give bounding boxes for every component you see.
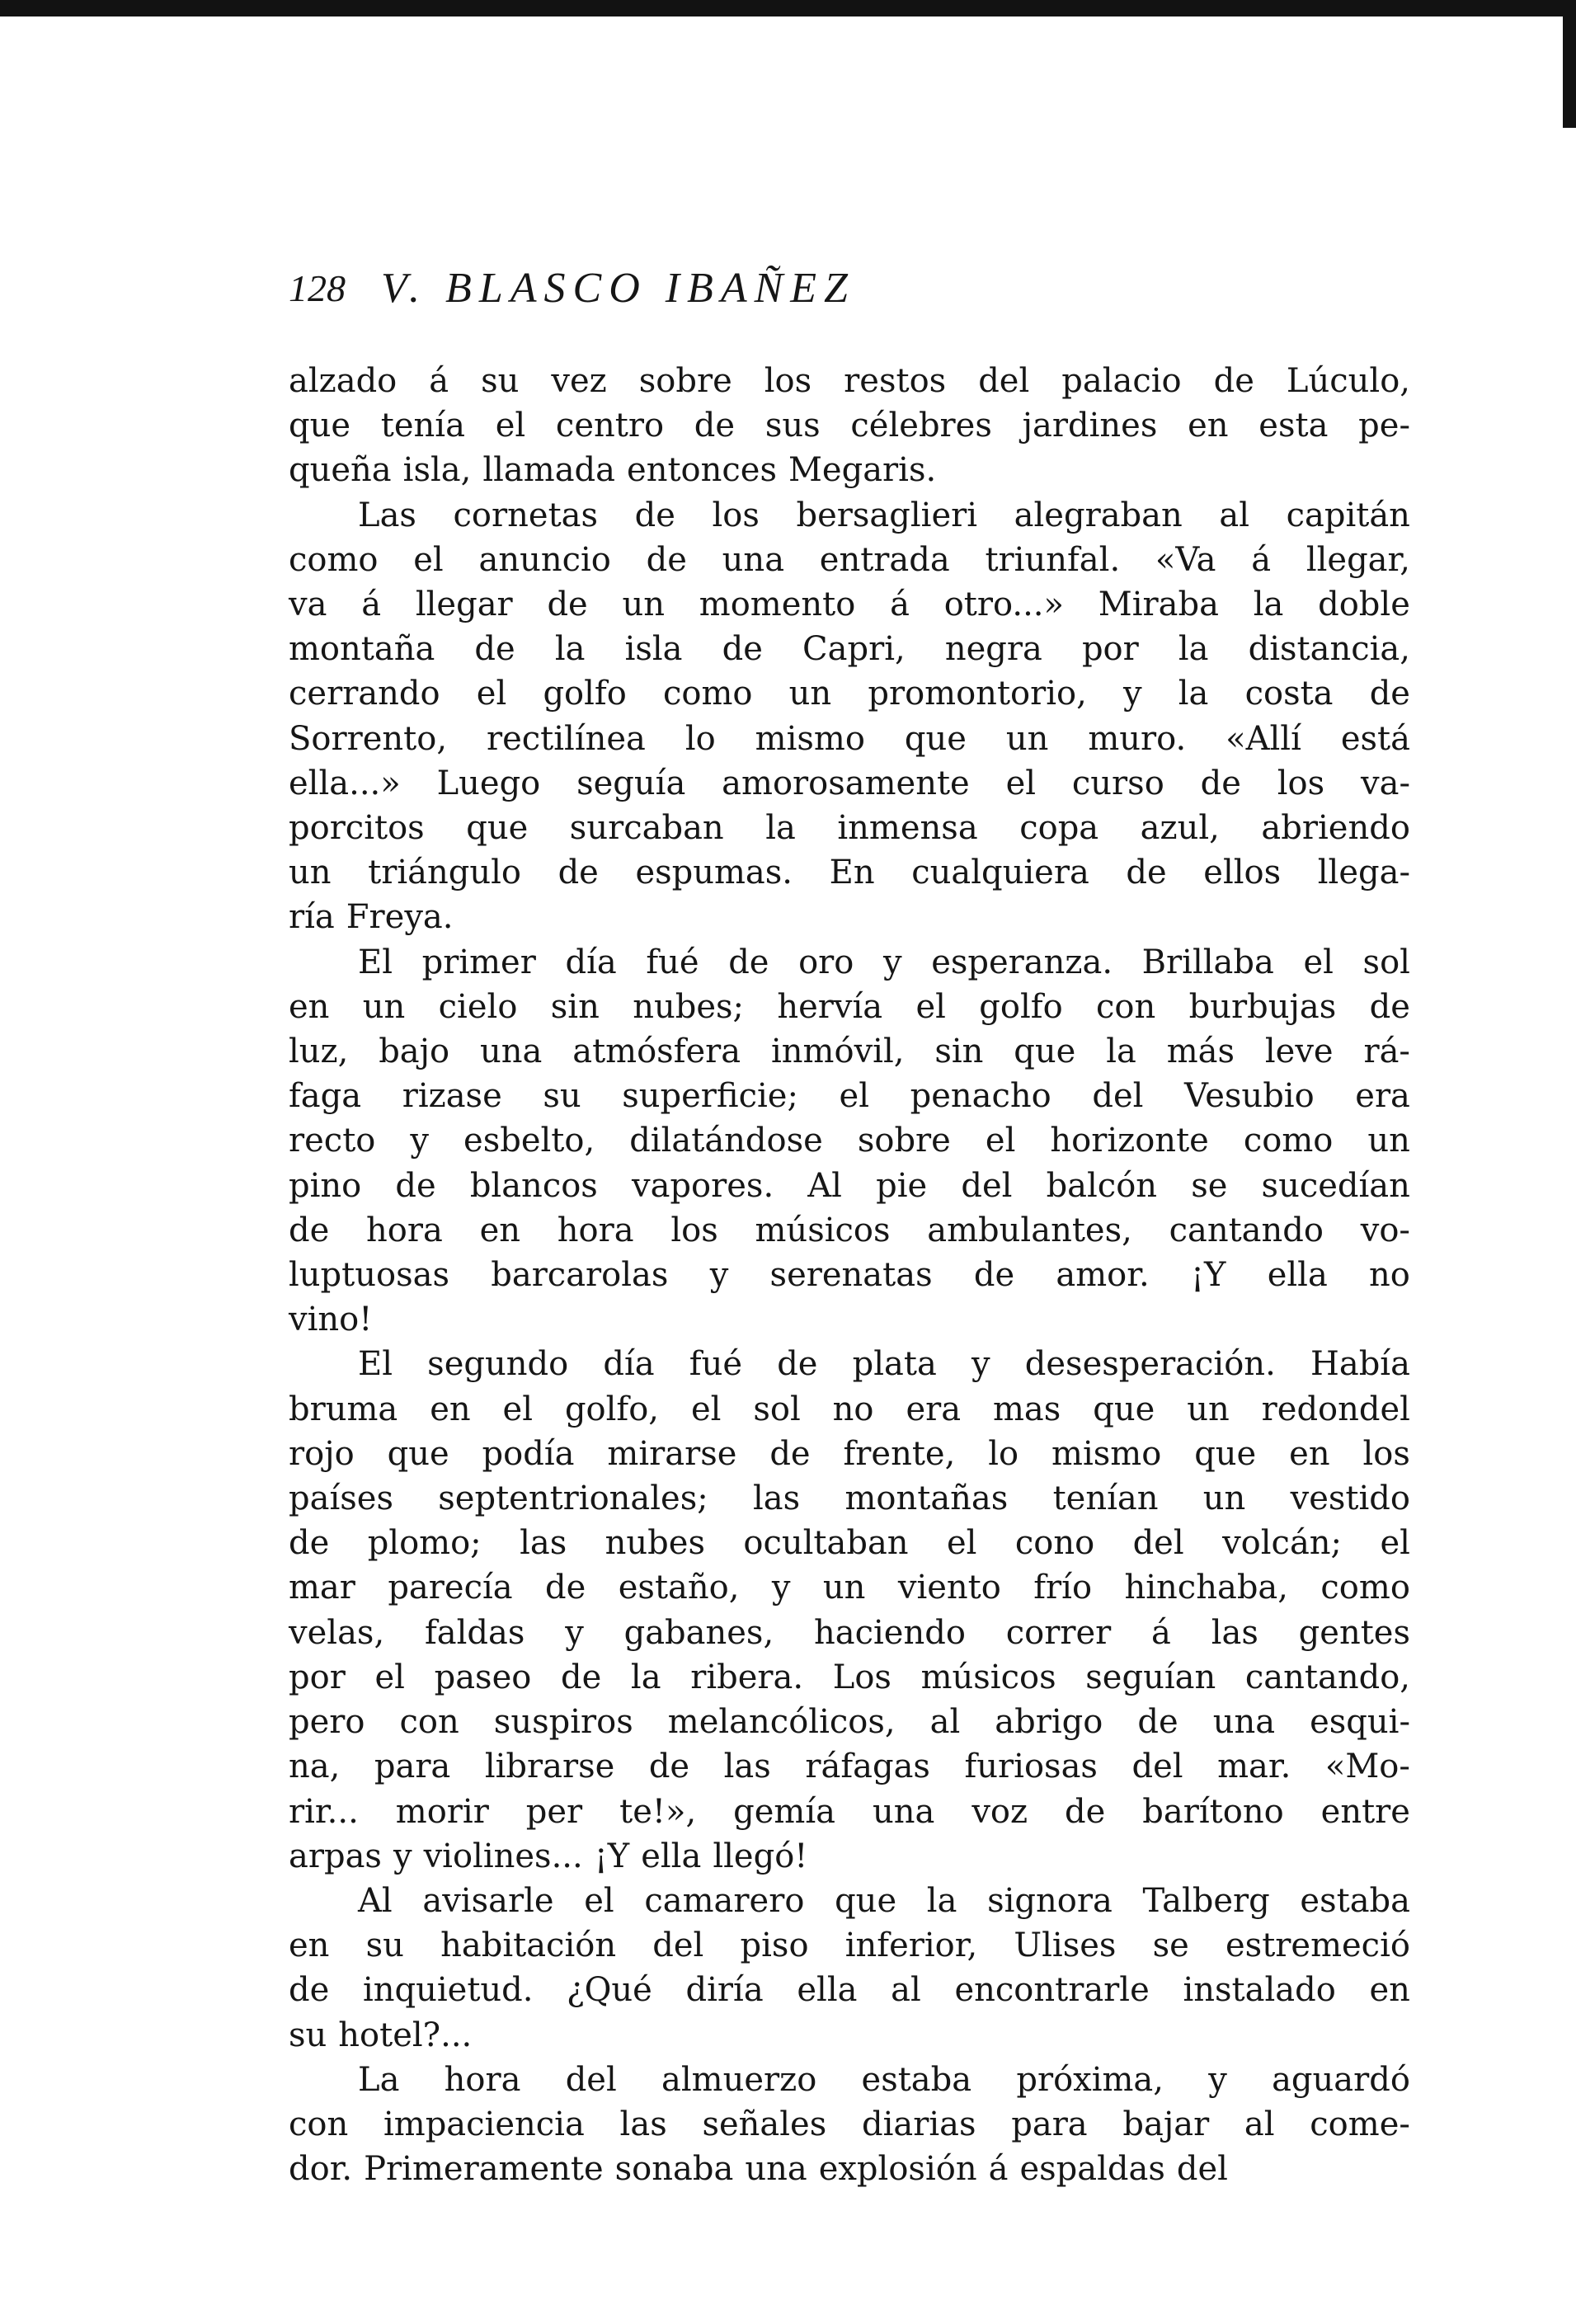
text-line: como el anuncio de una entrada triunfal. «Va á llegar, bbox=[289, 540, 1410, 579]
text-line: arpas y violines... ¡Y ella llegó! bbox=[289, 1837, 808, 1875]
running-head-author: V. BLASCO IBAÑEZ bbox=[381, 265, 855, 312]
text-line: ría Freya. bbox=[289, 898, 454, 937]
text-line: velas, faldas y gabanes, haciendo correr á las gentes bbox=[289, 1613, 1410, 1652]
text-line: bruma en el golfo, el sol no era mas que un redondel bbox=[289, 1390, 1410, 1428]
text-line: países septentrionales; las montañas tenían un vestido bbox=[289, 1480, 1410, 1518]
text-line: porcitos que surcaban la inmensa copa azul, abriendo bbox=[289, 809, 1410, 848]
text-line: dor. Primeramente sonaba una explosión á espaldas del bbox=[289, 2150, 1228, 2189]
scan-top-edge bbox=[0, 0, 1576, 16]
text-line: luptuosas barcarolas y serenatas de amor. ¡Y ella no bbox=[289, 1256, 1410, 1295]
text-line: un triángulo de espumas. En cualquiera de ellos llega- bbox=[289, 854, 1410, 892]
text-line: con impaciencia las señales diarias para bajar al come- bbox=[289, 2105, 1410, 2143]
text-line: de inquietud. ¿Qué diría ella al encontrarle instalado en bbox=[289, 1971, 1410, 2010]
text-line: pino de blancos vapores. Al pie del balcón se sucedían bbox=[289, 1166, 1410, 1205]
text-line: na, para librarse de las ráfagas furiosas del mar. «Mo- bbox=[289, 1748, 1410, 1786]
text-line: su hotel?... bbox=[289, 2016, 473, 2054]
text-line: luz, bajo una atmósfera inmóvil, sin que la más leve rá- bbox=[289, 1033, 1410, 1071]
text-line: Sorrento, rectilínea lo mismo que un muro. «Allí está bbox=[289, 719, 1410, 758]
text-line: queña isla, llamada entonces Megaris. bbox=[289, 451, 937, 490]
text-line: faga rizase su superficie; el penacho del Vesubio era bbox=[289, 1077, 1410, 1116]
text-line: pero con suspiros melancólicos, al abrigo de una esqui- bbox=[289, 1703, 1410, 1742]
text-line: rojo que podía mirarse de frente, lo mismo que en los bbox=[289, 1434, 1410, 1473]
text-line: Las cornetas de los bersaglieri alegraban al capitán bbox=[358, 496, 1410, 534]
text-line: El primer día fué de oro y esperanza. Brillaba el sol bbox=[358, 943, 1410, 981]
paragraph bbox=[289, 2058, 1410, 2192]
text-line: El segundo día fué de plata y desesperación. Había bbox=[358, 1345, 1410, 1384]
text-line: de plomo; las nubes ocultaban el cono del volcán; el bbox=[289, 1524, 1410, 1563]
text-line: de hora en hora los músicos ambulantes, cantando vo- bbox=[289, 1211, 1410, 1249]
paragraph bbox=[289, 1342, 1410, 1878]
paragraph bbox=[289, 359, 1410, 493]
text-line: va á llegar de un momento á otro...» Miraba la doble bbox=[289, 586, 1410, 624]
text-line: recto y esbelto, dilatándose sobre el horizonte como un bbox=[289, 1122, 1410, 1160]
running-head bbox=[289, 264, 1410, 322]
text-line: La hora del almuerzo estaba próxima, y aguardó bbox=[358, 2060, 1410, 2099]
paragraph bbox=[289, 493, 1410, 940]
text-line: por el paseo de la ribera. Los músicos seguían cantando, bbox=[289, 1658, 1410, 1696]
text-line: montaña de la isla de Capri, negra por la distancia, bbox=[289, 630, 1410, 669]
text-line: que tenía el centro de sus célebres jardines en esta pe- bbox=[289, 407, 1410, 445]
text-line: Al avisarle el camarero que la signora Talberg estaba bbox=[358, 1881, 1410, 1920]
page-number: 128 bbox=[289, 267, 346, 309]
text-line: rir... morir per te!», gemía una voz de barítono entre bbox=[289, 1792, 1410, 1831]
text-line: en su habitación del piso inferior, Ulises se estremeció bbox=[289, 1926, 1410, 1965]
text-line: mar parecía de estaño, y un viento frío hinchaba, como bbox=[289, 1569, 1410, 1607]
text-line: en un cielo sin nubes; hervía el golfo con burbujas de bbox=[289, 987, 1410, 1026]
text-line: alzado á su vez sobre los restos del palacio de Lúculo, bbox=[289, 362, 1410, 400]
paragraph bbox=[289, 940, 1410, 1343]
text-line: cerrando el golfo como un promontorio, y la costa de bbox=[289, 675, 1410, 713]
text-line: ella...» Luego seguía amorosamente el curso de los va- bbox=[289, 764, 1410, 802]
scan-right-edge bbox=[1563, 0, 1576, 128]
text-line: vino! bbox=[289, 1301, 373, 1339]
paragraph bbox=[289, 1879, 1410, 2058]
page-body bbox=[289, 359, 1410, 2191]
